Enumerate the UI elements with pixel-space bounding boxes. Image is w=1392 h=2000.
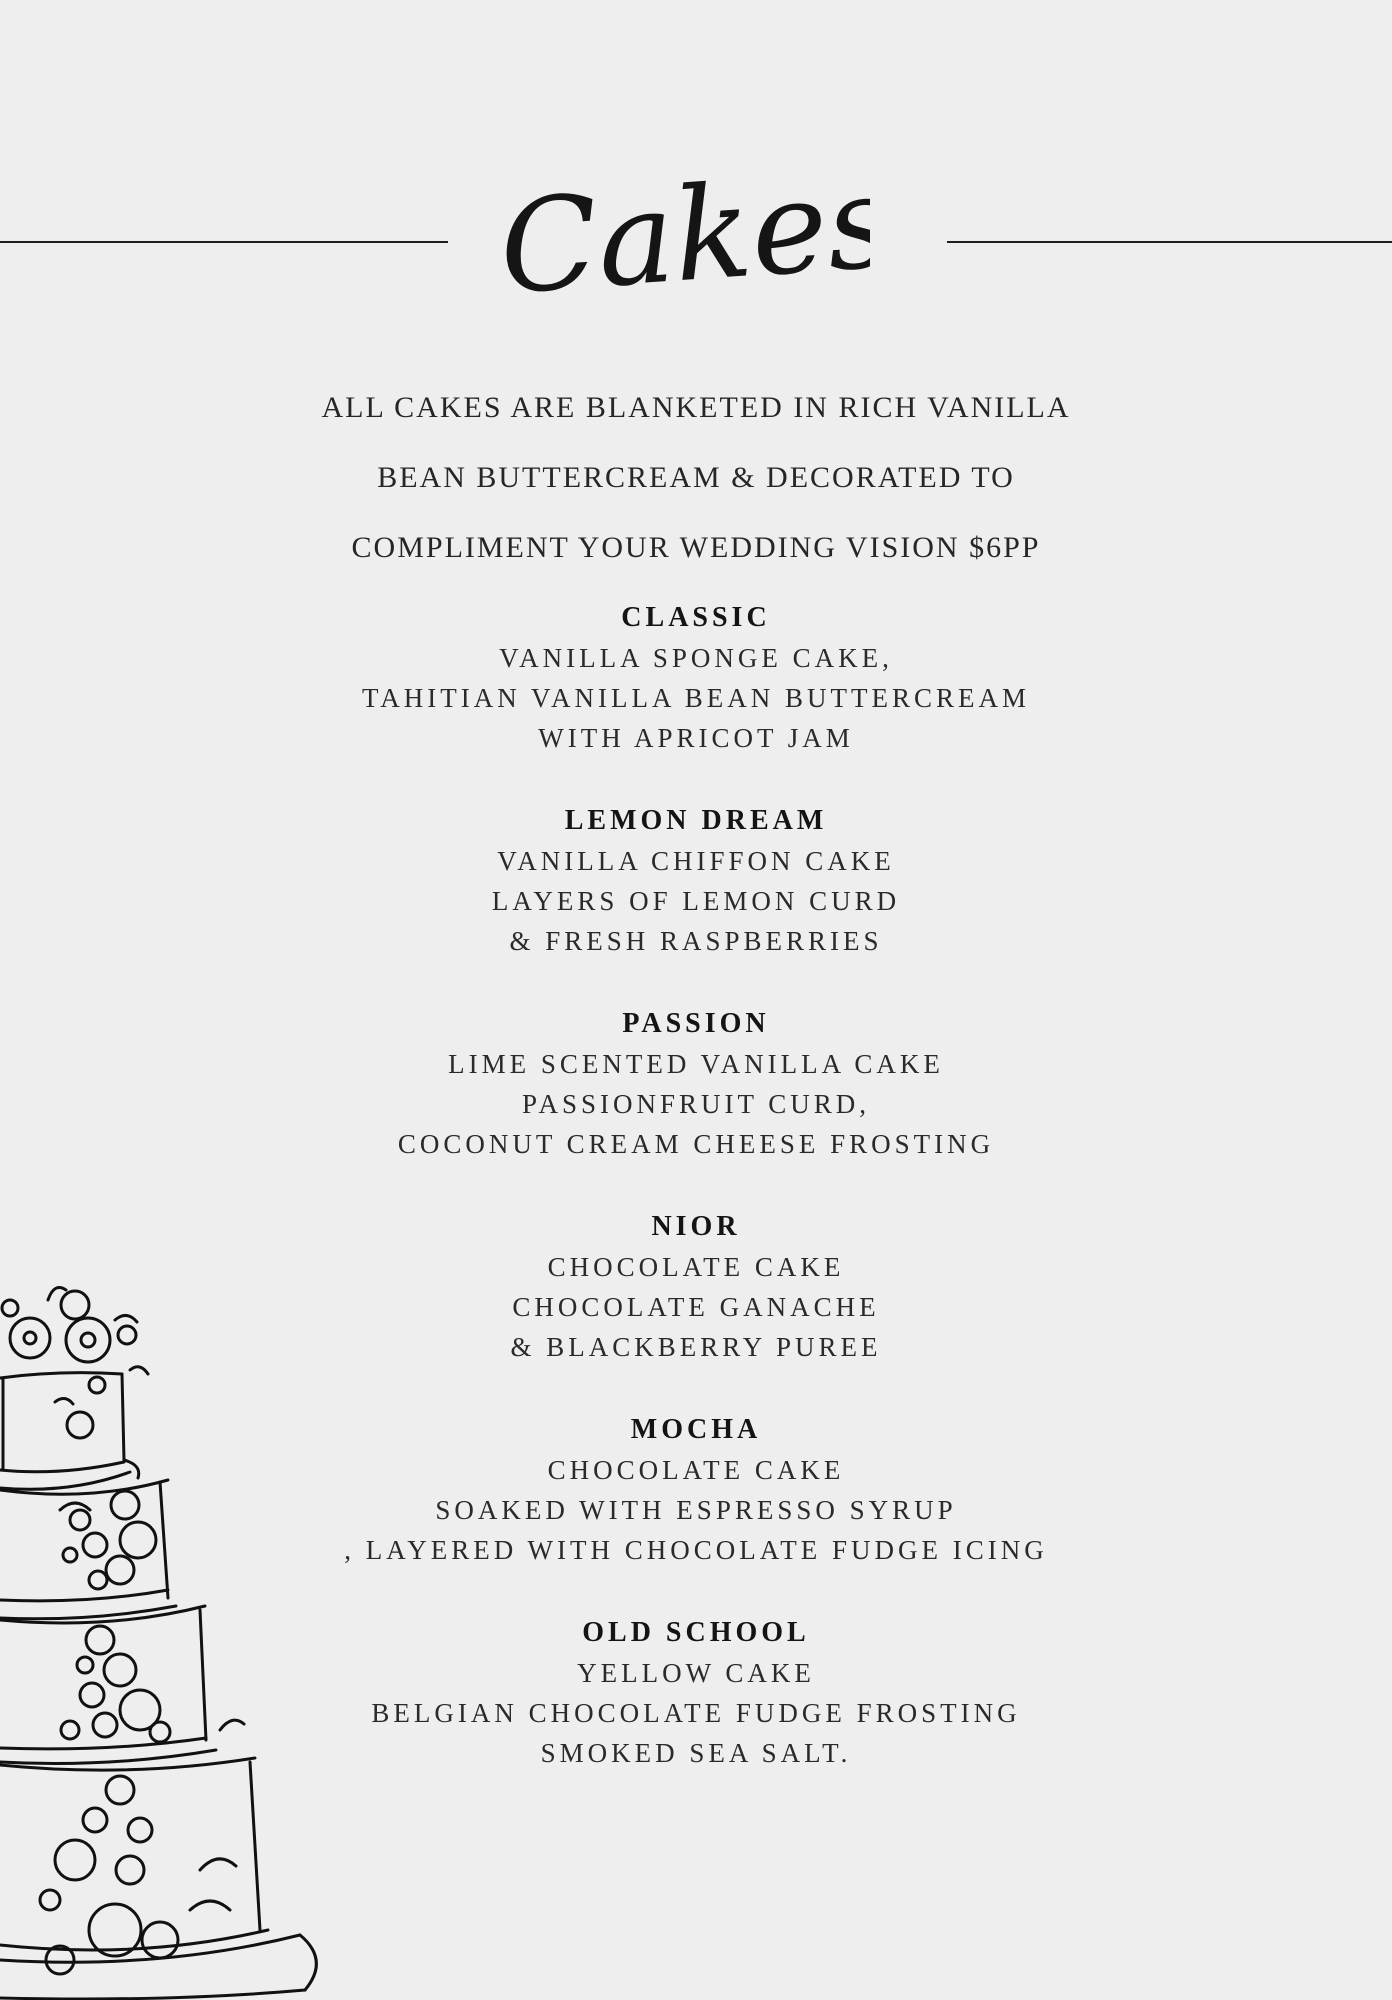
menu-item-description: , LAYERED WITH CHOCOLATE FUDGE ICING <box>344 1535 1048 1565</box>
cake-tier-bottom-icon <box>0 1758 268 1974</box>
cake-tier-third-icon <box>0 1606 244 1764</box>
menu-item-description: VANILLA SPONGE CAKE, <box>499 643 893 673</box>
menu-item-description: SOAKED WITH ESPRESSO SYRUP <box>435 1495 957 1525</box>
title-script-svg <box>490 130 870 330</box>
menu-item <box>196 801 1196 1004</box>
header-rule-right <box>947 241 1392 243</box>
intro-line: BEAN BUTTERCREAM & DECORATED TO <box>377 461 1015 494</box>
menu-item-name: LEMON DREAM <box>564 805 828 836</box>
menu-item-description: VANILLA CHIFFON CAKE <box>497 846 895 876</box>
menu-item-description: CHOCOLATE CAKE <box>547 1455 845 1485</box>
menu-item-description: PASSIONFRUIT CURD, <box>521 1089 871 1119</box>
menu-item-description: COCONUT CREAM CHEESE FROSTING <box>397 1129 995 1159</box>
menu-item <box>196 598 1196 801</box>
menu-item <box>196 1410 1196 1613</box>
intro-line: COMPLIMENT YOUR WEDDING VISION $6PP <box>351 531 1041 564</box>
page-title <box>490 130 870 330</box>
menu-item-description: TAHITIAN VANILLA BEAN BUTTERCREAM <box>361 683 1031 713</box>
cake-tier-top-icon <box>0 1373 139 1490</box>
menu-item-name: OLD SCHOOL <box>582 1617 810 1648</box>
menu-item-description: CHOCOLATE GANACHE <box>512 1292 880 1322</box>
intro-text <box>196 355 1196 600</box>
intro-line: ALL CAKES ARE BLANKETED IN RICH VANILLA <box>321 391 1071 424</box>
cake-menu-list <box>196 598 1196 1816</box>
menu-item-name: MOCHA <box>630 1414 762 1445</box>
menu-item-description: LIME SCENTED VANILLA CAKE <box>448 1049 944 1079</box>
header-rule-left <box>0 241 448 243</box>
menu-item-name: CLASSIC <box>621 602 771 633</box>
menu-item-description: WITH APRICOT JAM <box>538 723 854 753</box>
menu-item-description: & FRESH RASPBERRIES <box>509 926 883 956</box>
menu-item-description: BELGIAN CHOCOLATE FUDGE FROSTING <box>371 1698 1021 1728</box>
menu-item-description: SMOKED SEA SALT. <box>540 1738 852 1768</box>
menu-item <box>196 1004 1196 1207</box>
menu-item-description: & BLACKBERRY PUREE <box>510 1332 882 1362</box>
menu-item-description: CHOCOLATE CAKE <box>547 1252 845 1282</box>
menu-item <box>196 1613 1196 1816</box>
tiered-wedding-cake-icon <box>0 1270 330 2000</box>
menu-item-name: PASSION <box>622 1008 770 1039</box>
title-text: Cakes <box>494 147 870 324</box>
menu-item-description: LAYERS OF LEMON CURD <box>491 886 901 916</box>
cake-tier-second-icon <box>0 1480 176 1619</box>
menu-item-description: YELLOW CAKE <box>577 1658 815 1688</box>
cake-topper-flowers-icon <box>2 1288 148 1393</box>
menu-item-name: NIOR <box>651 1211 741 1242</box>
menu-item <box>196 1207 1196 1410</box>
